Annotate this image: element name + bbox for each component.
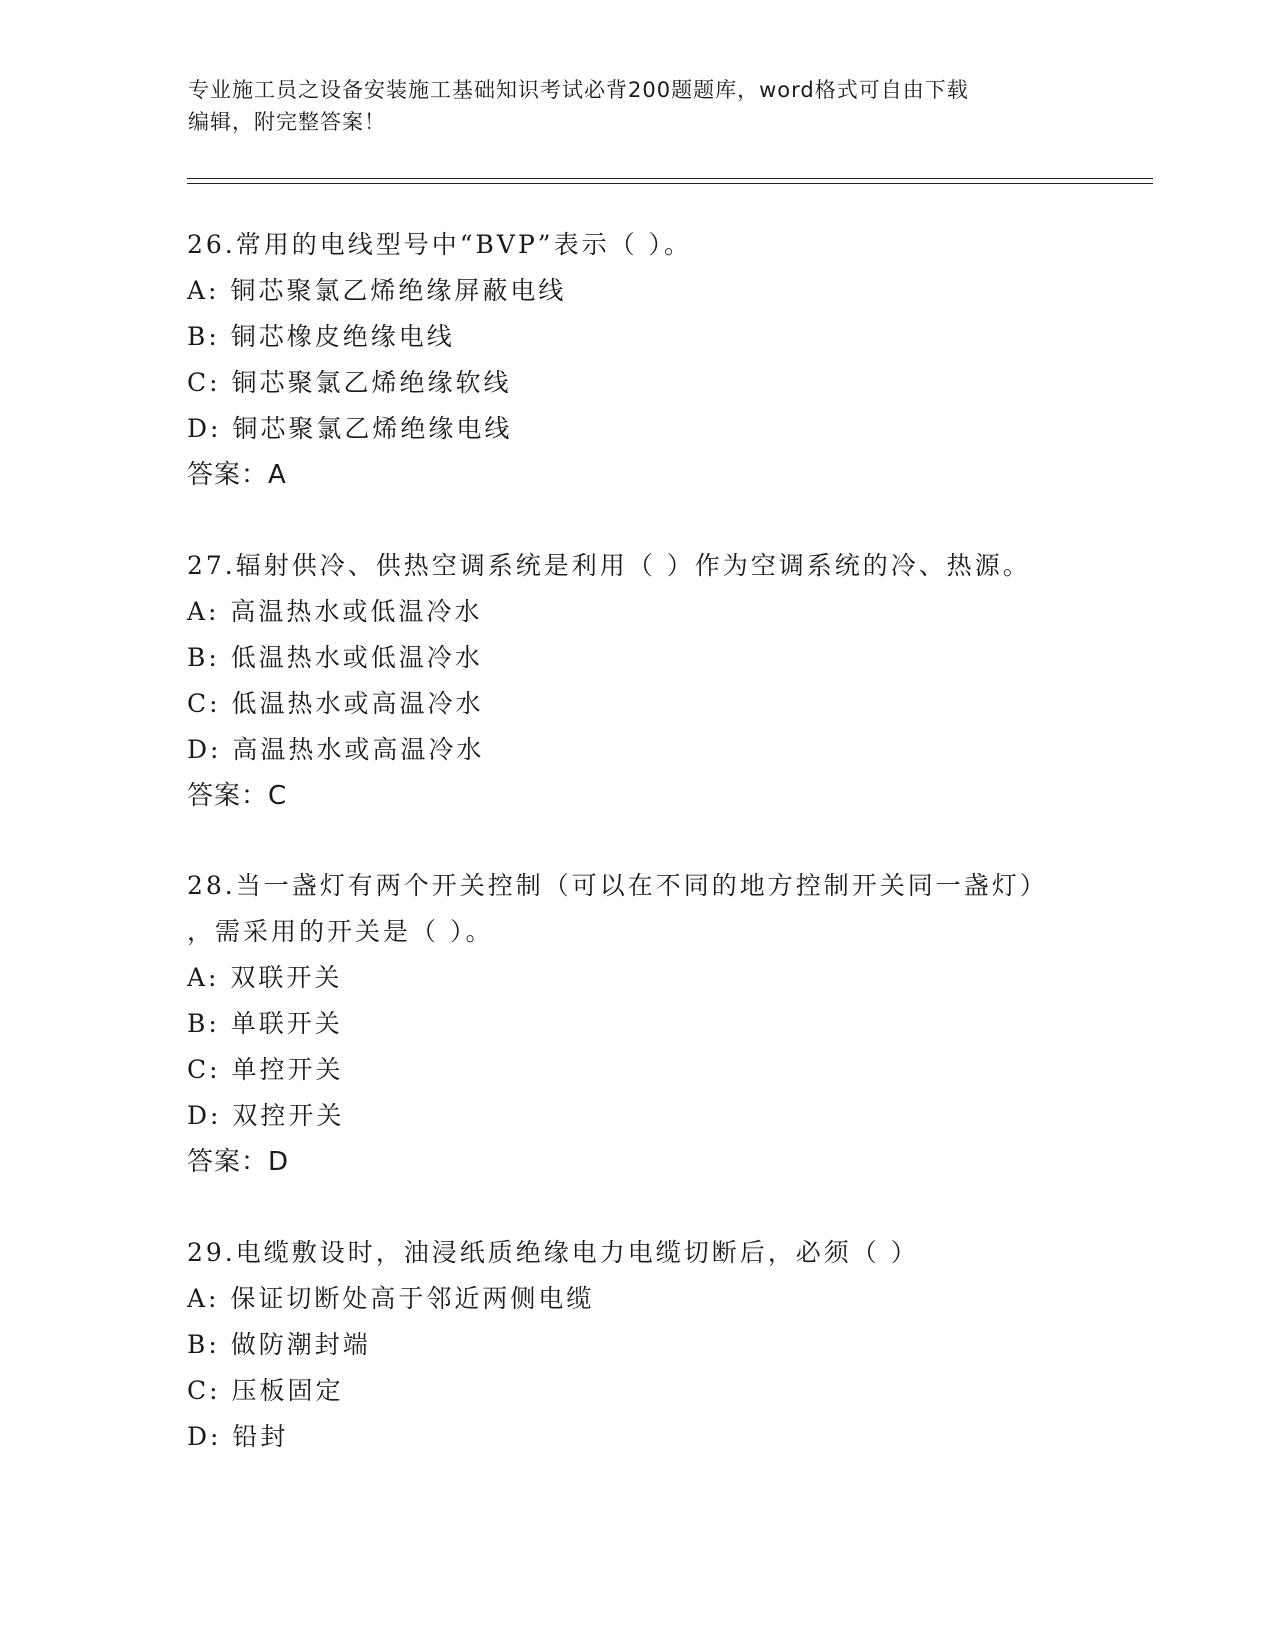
question-stem-continued: ，需采用的开关是（ ）。 — [187, 917, 494, 946]
question-stem: 26.常用的电线型号中“BVP”表示（ ）。 — [187, 230, 693, 259]
answer: 答案：D — [187, 1147, 290, 1177]
option-d: D: 铜芯聚氯乙烯绝缘电线 — [187, 414, 513, 443]
answer: 答案：A — [187, 460, 287, 490]
question-stem: 29.电缆敷设时，油浸纸质绝缘电力电缆切断后，必须（ ） — [187, 1238, 919, 1267]
header-title-line-1: 专业施工员之设备安装施工基础知识考试必背200题题库，word格式可自由下载 — [188, 78, 969, 102]
option-a: A: 铜芯聚氯乙烯绝缘屏蔽电线 — [187, 276, 567, 305]
question-28 — [187, 863, 1087, 1185]
option-b: B: 做防潮封端 — [187, 1330, 371, 1359]
option-b: B: 低温热水或低温冷水 — [187, 643, 483, 672]
option-d: D: 铅封 — [187, 1422, 289, 1451]
option-b: B: 铜芯橡皮绝缘电线 — [187, 322, 455, 351]
option-c: C: 单控开关 — [187, 1055, 344, 1084]
option-a: A: 高温热水或低温冷水 — [187, 597, 483, 626]
question-26 — [187, 222, 1087, 498]
question-29 — [187, 1230, 1087, 1460]
question-stem: 28.当一盏灯有两个开关控制（可以在不同的地方控制开关同一盏灯） — [187, 871, 1048, 900]
option-a: A: 保证切断处高于邻近两侧电缆 — [187, 1284, 595, 1313]
answer: 答案：C — [187, 781, 288, 811]
option-c: C: 压板固定 — [187, 1376, 344, 1405]
option-c: C: 低温热水或高温冷水 — [187, 689, 484, 718]
document-header — [188, 74, 1088, 138]
option-b: B: 单联开关 — [187, 1009, 343, 1038]
option-d: D: 高温热水或高温冷水 — [187, 735, 485, 764]
header-double-rule — [187, 178, 1153, 184]
question-27 — [187, 543, 1087, 819]
option-d: D: 双控开关 — [187, 1101, 345, 1130]
question-stem: 27.辐射供冷、供热空调系统是利用（ ）作为空调系统的冷、热源。 — [187, 551, 1031, 580]
header-title-line-2: 编辑，附完整答案！ — [188, 110, 386, 134]
option-c: C: 铜芯聚氯乙烯绝缘软线 — [187, 368, 512, 397]
option-a: A: 双联开关 — [187, 963, 343, 992]
